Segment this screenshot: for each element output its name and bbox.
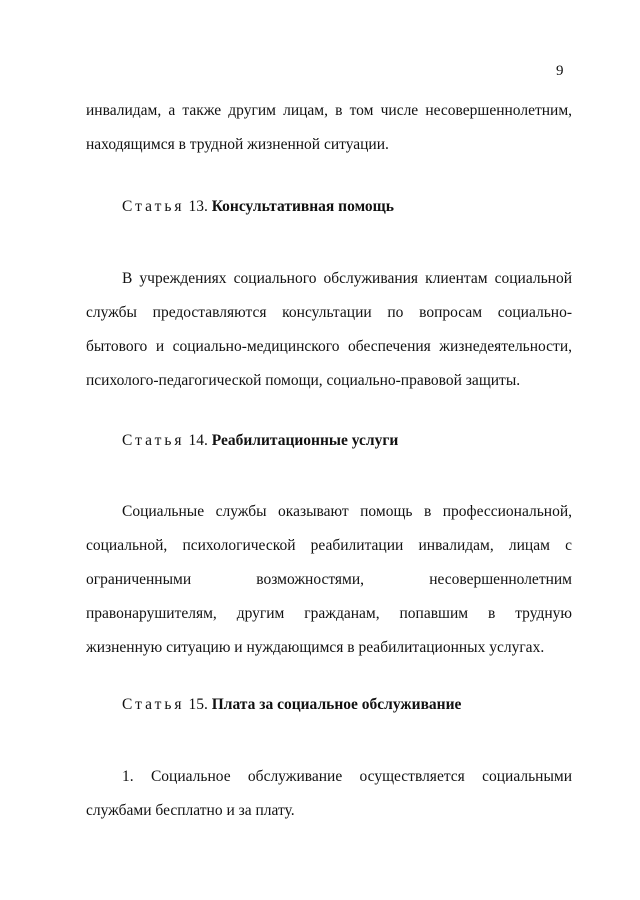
paragraph-line: Социальные службы оказывают помощь в профессиональной,: [122, 503, 572, 520]
paragraph-line: ограниченными возможностями, несовершеннолетним: [86, 571, 572, 588]
paragraph-line: инвалидам, а также другим лицам, в том числе несовершеннолетним,: [86, 102, 572, 119]
article-number: 13.: [188, 198, 208, 215]
article-13-heading: [122, 198, 394, 216]
paragraph-line: находящимся в трудной жизненной ситуации.: [86, 136, 389, 153]
paragraph-line: социальной, психологической реабилитации инвалидам, лицам с: [86, 537, 572, 554]
article-number: 15.: [188, 696, 208, 713]
page-number: 9: [556, 63, 564, 79]
paragraph-line: жизненную ситуацию и нуждающимся в реабилитационных услугах.: [86, 639, 545, 656]
article-word: Статья: [122, 696, 185, 713]
paragraph-consultative-help: [86, 262, 572, 398]
article-title: Плата за социальное обслуживание: [211, 696, 462, 713]
article-title: Консультативная помощь: [211, 198, 394, 215]
paragraph-payment: [86, 760, 572, 828]
article-14-heading: [122, 432, 398, 450]
paragraph-continuation: [86, 94, 572, 162]
paragraph-line: психолого-педагогической помощи, социально-правовой защиты.: [86, 372, 521, 389]
paragraph-line: правонарушителям, другим гражданам, попавшим в трудную: [86, 605, 572, 622]
paragraph-line: службами бесплатно и за плату.: [86, 802, 295, 819]
article-15-heading: [122, 696, 461, 714]
paragraph-line: службы предоставляются консультации по вопросам социально-: [86, 304, 572, 321]
paragraph-line: бытового и социально-медицинского обеспечения жизнедеятельности,: [86, 338, 572, 355]
paragraph-rehabilitation-services: [86, 495, 572, 665]
article-word: Статья: [122, 198, 185, 215]
article-number: 14.: [188, 432, 208, 449]
article-title: Реабилитационные услуги: [211, 432, 399, 449]
article-word: Статья: [122, 432, 185, 449]
paragraph-line: В учреждениях социального обслуживания клиентам социальной: [122, 270, 572, 287]
paragraph-line: 1. Социальное обслуживание осуществляется социальными: [122, 768, 572, 785]
